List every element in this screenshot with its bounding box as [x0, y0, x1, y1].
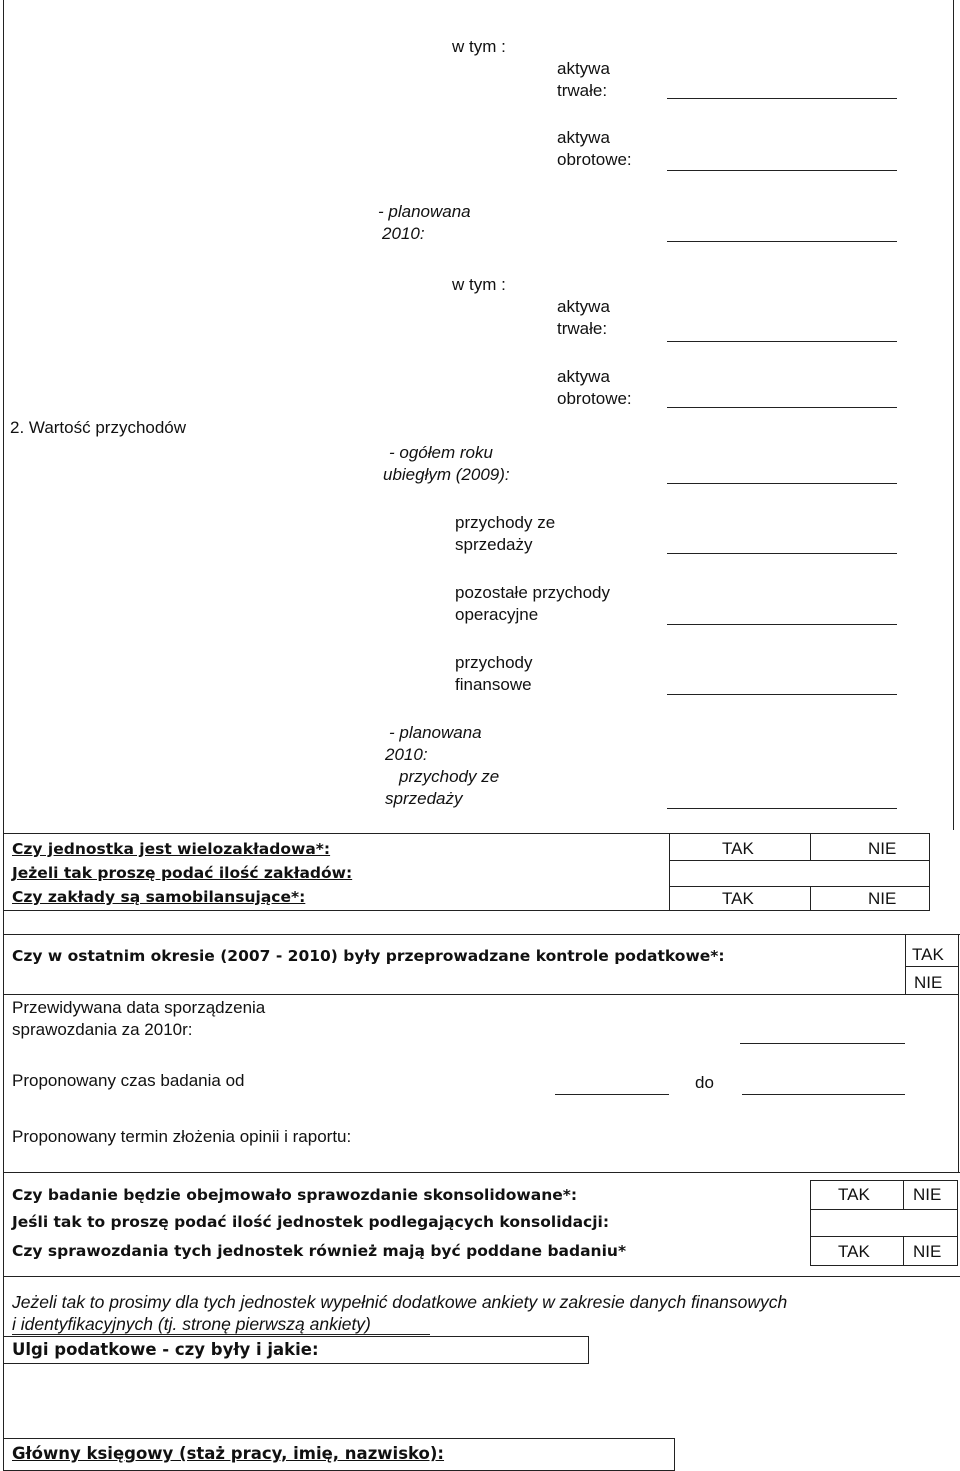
glowny-ksiegowy-label: Główny księgowy (staż pracy, imię, nazwisko):: [12, 1444, 445, 1463]
aktywa-obrotowe-label-1: aktywa obrotowe:: [557, 128, 632, 169]
poddane-badaniu-options-divider: [903, 1236, 904, 1266]
poddane-badaniu-tak-option[interactable]: TAK: [838, 1242, 870, 1261]
table1-row-divider-1: [669, 860, 929, 861]
planowana-field-1[interactable]: [667, 241, 897, 242]
skonsolidowane-nie-option[interactable]: NIE: [913, 1185, 942, 1204]
table1-divider-right: [929, 833, 930, 911]
aktywa-obrotowe-label-2: aktywa obrotowe:: [557, 367, 632, 408]
ulgi-podatkowe-label: Ulgi podatkowe - czy były i jakie:: [12, 1340, 319, 1359]
czas-badania-label: Proponowany czas badania od: [12, 1071, 245, 1090]
aktywa-obrotowe-field-2[interactable]: [667, 407, 897, 408]
table2-top-border: [3, 934, 960, 935]
kontrole-tak-option[interactable]: TAK: [912, 945, 944, 964]
table1-divider-left: [669, 833, 670, 911]
table1-top-border: [3, 833, 930, 834]
dodatkowe-ankiety-note: Jeżeli tak to prosimy dla tych jednostek wypełnić dodatkowe ankiety w zakresie danych finansowych i identyfikacyjnych (tj. stronę pierwszą ankiety): [12, 1292, 788, 1334]
samobilansujace-nie-option[interactable]: NIE: [868, 889, 897, 908]
pozostale-przychody-label: pozostałe przychody operacyjne: [455, 583, 610, 624]
samobilansujace-tak-option[interactable]: TAK: [722, 889, 754, 908]
ilosc-zakladow-field[interactable]: [671, 862, 927, 884]
table3-bottom-border: [3, 1276, 960, 1277]
wielozakladowa-nie-option[interactable]: NIE: [868, 839, 897, 858]
czas-badania-do-label: do: [695, 1073, 714, 1092]
w-tym-label-2: w tym :: [452, 275, 506, 294]
aktywa-obrotowe-field-1[interactable]: [667, 170, 897, 171]
frame-left-border: [3, 0, 4, 1471]
table2-bottom-border: [3, 1172, 960, 1173]
poddane-badaniu-question: Czy sprawozdania tych jednostek również mają być poddane badaniu*: [12, 1242, 627, 1260]
frame-right-border: [953, 0, 954, 830]
skonsolidowane-options-divider: [903, 1180, 904, 1210]
data-sporzadzenia-label: Przewidywana data sporządzenia sprawozdania za 2010r:: [12, 998, 266, 1039]
termin-zlozenia-label: Proponowany termin złożenia opinii i raportu:: [12, 1127, 352, 1146]
table1-bottom-border: [3, 910, 930, 911]
wielozakladowa-tak-option[interactable]: TAK: [722, 839, 754, 858]
poddane-badaniu-nie-option[interactable]: NIE: [913, 1242, 942, 1261]
table1-divider-mid-1: [810, 833, 811, 860]
skonsolidowane-question: Czy badanie będzie obejmowało sprawozdanie skonsolidowane*:: [12, 1186, 578, 1204]
ogolem-label: - ogółem roku ubiegłym (2009):: [383, 443, 510, 484]
ulgi-podatkowe-field[interactable]: [5, 1366, 955, 1434]
aktywa-trwale-label-2: aktywa trwałe:: [557, 297, 610, 338]
czas-badania-od-field[interactable]: [555, 1094, 669, 1095]
table2-right-edge: [958, 994, 959, 1172]
planowana-label-2: - planowana 2010: przychody ze sprzedaży: [385, 723, 500, 808]
planowana-sprzedazy-field[interactable]: [667, 808, 897, 809]
wielozakladowa-question: Czy jednostka jest wielozakładowa*:: [12, 840, 331, 858]
data-sporzadzenia-field[interactable]: [740, 1043, 905, 1044]
ilosc-jednostek-field[interactable]: [810, 1209, 958, 1237]
aktywa-trwale-field-2[interactable]: [667, 341, 897, 342]
table2-divider-left: [905, 934, 906, 994]
note-underline: [12, 1334, 430, 1335]
ilosc-zakladow-question: Jeżeli tak proszę podać ilość zakładów:: [12, 864, 353, 882]
aktywa-trwale-label-1: aktywa trwałe:: [557, 59, 610, 100]
pozostale-przychody-field[interactable]: [667, 624, 897, 625]
czas-badania-do-field[interactable]: [742, 1094, 905, 1095]
w-tym-label-1: w tym :: [452, 37, 506, 56]
table1-row-divider-2: [669, 886, 929, 887]
aktywa-trwale-field-1[interactable]: [667, 98, 897, 99]
skonsolidowane-tak-option[interactable]: TAK: [838, 1185, 870, 1204]
przychody-finansowe-field[interactable]: [667, 694, 897, 695]
ilosc-jednostek-question: Jeśli tak to proszę podać ilość jednostek podlegających konsolidacji:: [12, 1213, 610, 1231]
samobilansujace-question: Czy zakłady są samobilansujące*:: [12, 888, 306, 906]
przychody-finansowe-label: przychody finansowe: [455, 653, 533, 694]
table2-tak-nie-divider: [905, 966, 958, 967]
table2-divider-right: [958, 934, 959, 994]
table1-divider-mid-2: [810, 886, 811, 911]
ogolem-field[interactable]: [667, 483, 897, 484]
kontrole-podatkowe-question: Czy w ostatnim okresie (2007 - 2010) były przeprowadzane kontrole podatkowe*:: [12, 947, 725, 965]
wartosc-przychodow-label: 2. Wartość przychodów: [10, 418, 187, 437]
planowana-label-1: - planowana 2010:: [378, 202, 471, 243]
table2-row-divider: [3, 994, 958, 995]
kontrole-nie-option[interactable]: NIE: [914, 973, 943, 992]
przychody-sprzedazy-label: przychody ze sprzedaży: [455, 513, 556, 554]
przychody-sprzedazy-field[interactable]: [667, 553, 897, 554]
